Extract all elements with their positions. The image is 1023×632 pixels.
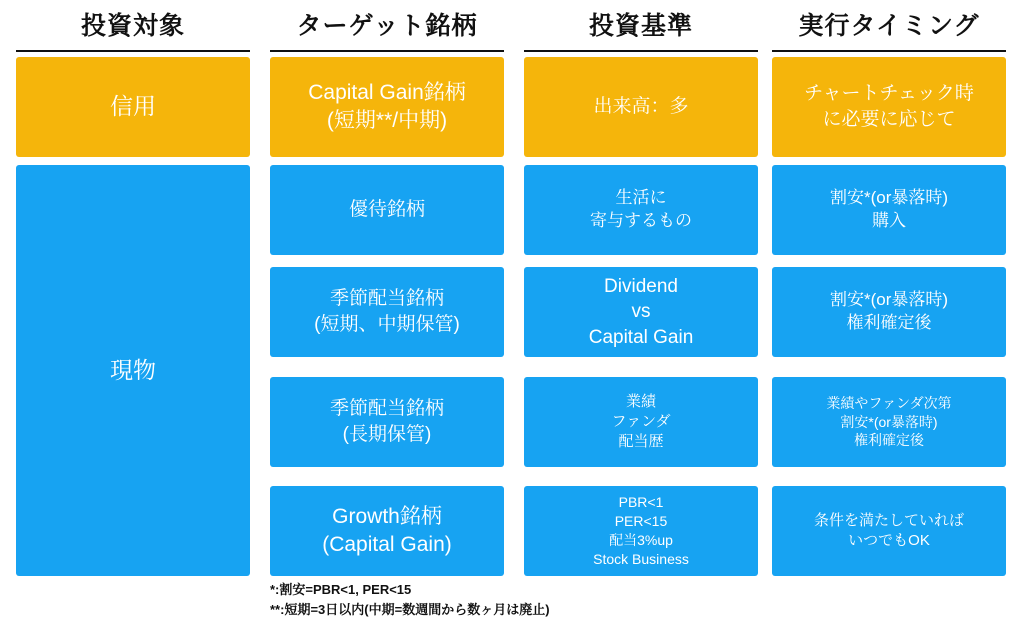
cell-line: 割安*(or暴落時): [829, 290, 949, 310]
cell-line: PER<15: [614, 513, 668, 530]
column-header-target-stocks: ターゲット銘柄: [270, 6, 504, 52]
cell-line: 割安*(or暴落時): [840, 413, 938, 430]
cell-line: 生活に: [615, 188, 667, 208]
cell-after-record-date: [772, 267, 1006, 357]
cell-line: チャートチェック時: [804, 83, 974, 105]
cell-line: 信用: [110, 93, 156, 120]
cell-line: Capital Gain: [588, 326, 694, 348]
cell-line: 割安*(or暴落時): [829, 188, 949, 208]
cell-line: 季節配当銘柄: [329, 288, 444, 310]
footnotes: [270, 580, 550, 620]
cell-life-contributing: [524, 165, 758, 255]
footnote-2: **:短期=3日以内(中期=数週間から数ヶ月は廃止): [270, 602, 550, 618]
cell-line: 権利確定後: [854, 432, 924, 449]
cell-line: PBR<1: [618, 494, 664, 511]
cell-line: に必要に応じて: [822, 109, 956, 130]
cell-performance-fundamentals-dividend-history: [524, 377, 758, 467]
cell-line: Dividend: [604, 275, 678, 297]
cell-line: 現物: [110, 356, 156, 383]
cell-valuation-metrics: [524, 486, 758, 576]
cell-buy-on-bargain: [772, 165, 1006, 255]
cell-capital-gain-stocks: [270, 57, 504, 157]
cell-line: Capital Gain銘柄: [308, 80, 466, 104]
cell-line: 業績: [625, 392, 656, 410]
cell-line: (Capital Gain): [322, 533, 452, 556]
column-header-investment-criteria: 投資基準: [524, 6, 758, 52]
cell-line: (長期保管): [342, 424, 432, 445]
cell-seasonal-dividend-long: [270, 377, 504, 467]
cell-line: 権利確定後: [846, 313, 932, 332]
cell-line: Stock Business: [593, 550, 689, 567]
column-header-execution-timing: 実行タイミング: [772, 6, 1006, 52]
cell-seasonal-dividend-short-mid: [270, 267, 504, 357]
cell-line: 出来高：多: [593, 96, 689, 118]
cell-line: vs: [631, 301, 651, 323]
cell-line: 配当歴: [618, 433, 664, 451]
cell-growth-stocks: [270, 486, 504, 576]
cell-line: 業績やファンダ次第: [826, 394, 952, 411]
cell-spot: [16, 165, 250, 576]
cell-line: 優待銘柄: [348, 199, 425, 221]
column-investment-criteria: [524, 0, 758, 52]
cell-dividend-vs-capital-gain: [524, 267, 758, 357]
cell-line: (短期**/中期): [326, 109, 448, 132]
cell-line: (短期、中期保管): [314, 314, 460, 335]
footnote-1: *:割安=PBR<1, PER<15: [270, 582, 412, 597]
cell-line: ファンダ: [611, 412, 671, 430]
cell-line: 条件を満たしていれば: [813, 511, 964, 529]
column-investment-target: [16, 0, 250, 52]
cell-shareholder-perk-stocks: [270, 165, 504, 255]
cell-line: 購入: [872, 211, 906, 230]
cell-volume-high: [524, 57, 758, 157]
cell-line: いつでもOK: [848, 532, 930, 549]
cell-anytime-if-conditions-met: [772, 486, 1006, 576]
cell-line: 季節配当銘柄: [329, 398, 444, 420]
cell-line: Growth銘柄: [332, 504, 442, 528]
cell-line: 寄与するもの: [590, 211, 692, 230]
column-header-investment-target: 投資対象: [16, 6, 250, 52]
cell-credit: [16, 57, 250, 157]
cell-line: 配当3%up: [609, 532, 673, 548]
column-target-stocks: [270, 0, 504, 52]
cell-chart-check-timing: [772, 57, 1006, 157]
cell-depends-on-performance: [772, 377, 1006, 467]
column-execution-timing: [772, 0, 1006, 52]
